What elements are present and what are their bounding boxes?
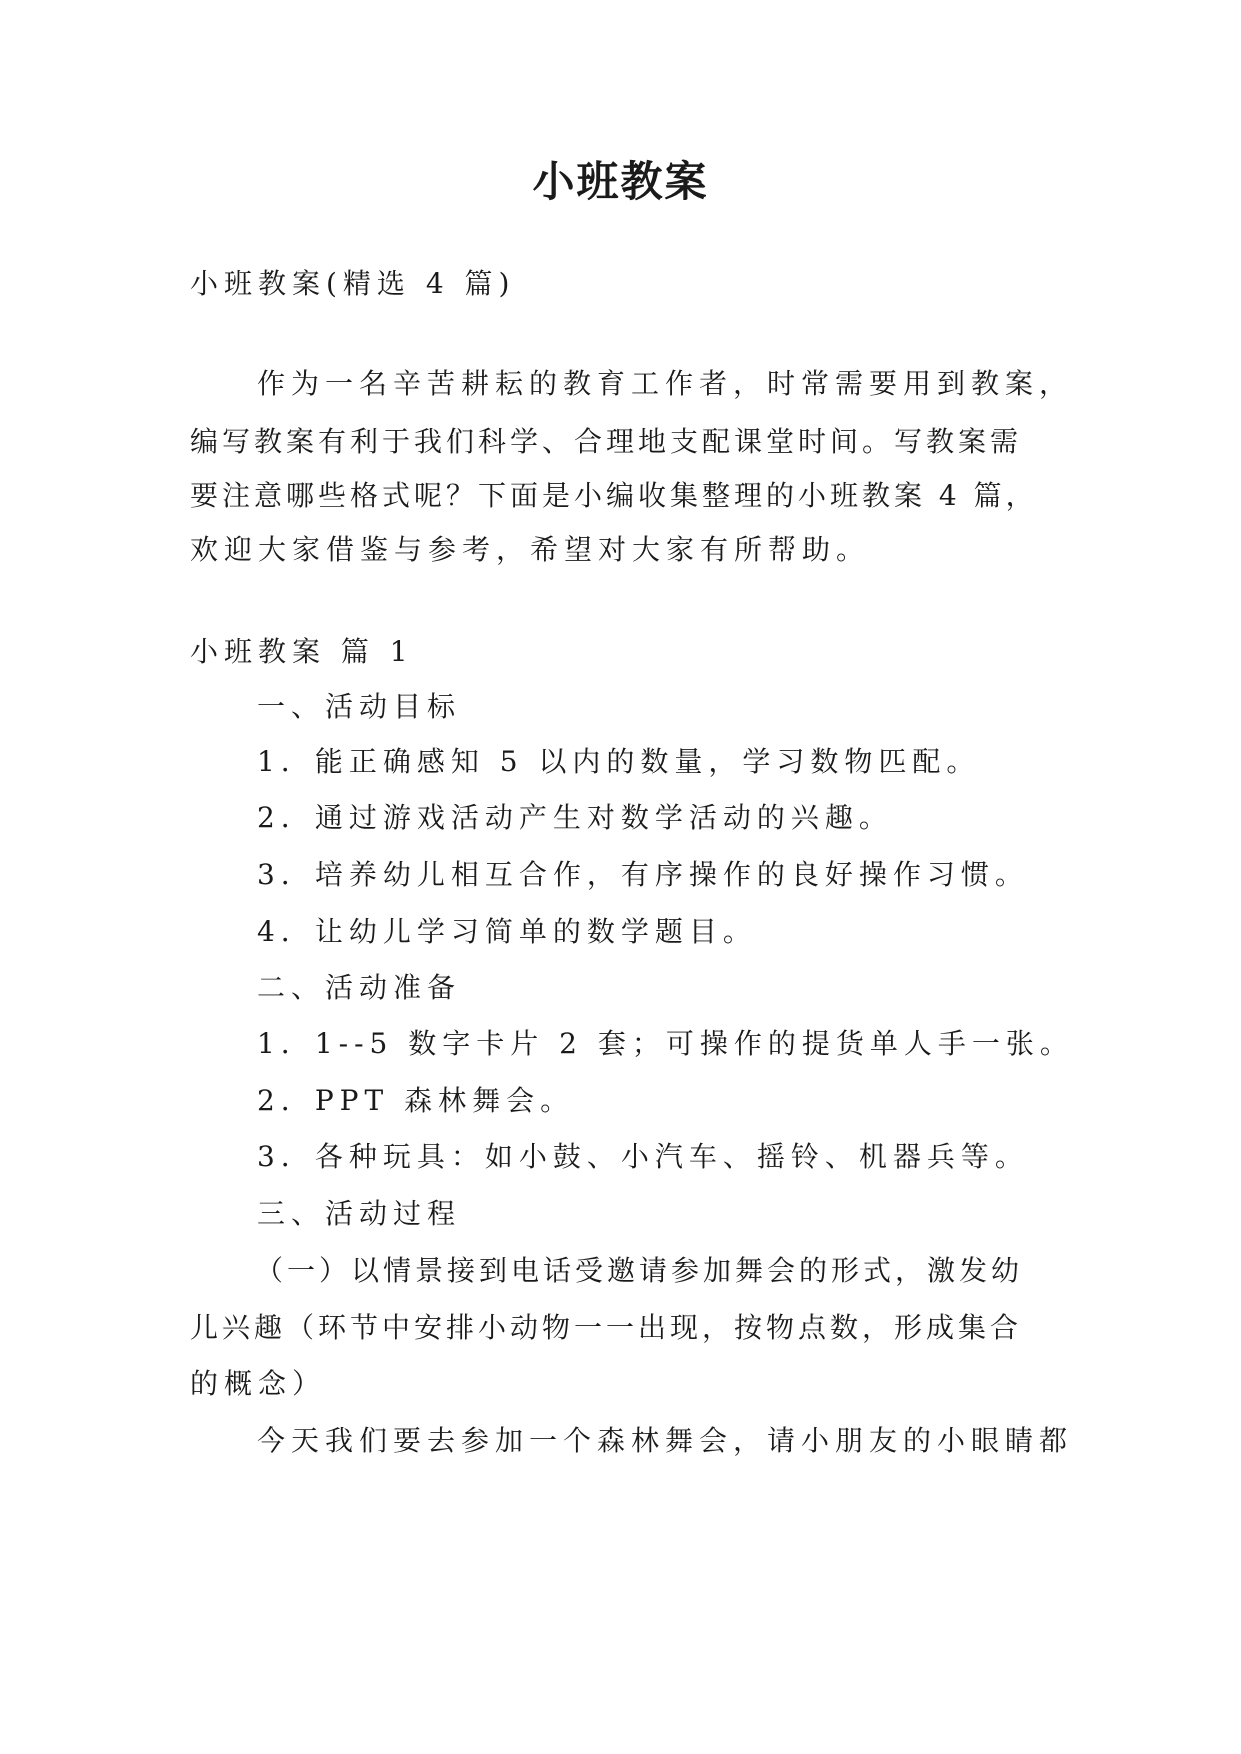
body-line-4: 3．培养幼儿相互合作，有序操作的良好操作习惯。 (257, 858, 1029, 891)
body-line-2: 1．能正确感知 5 以内的数量，学习数物匹配。 (257, 745, 981, 778)
body-line-8: 2．PPT 森林舞会。 (257, 1084, 575, 1117)
intro-line-2: 编写教案有利于我们科学、合理地支配课堂时间。写教案需 (190, 425, 1023, 458)
body-line-9: 3．各种玩具：如小鼓、小汽车、摇铃、机器兵等。 (257, 1140, 1029, 1173)
body-line-7: 1．1--5 数字卡片 2 套；可操作的提货单人手一张。 (257, 1027, 1074, 1060)
page-title: 小班教案 (532, 157, 709, 206)
intro-line-1: 作为一名辛苦耕耘的教育工作者，时常需要用到教案， (257, 367, 1074, 400)
body-line-10: 三、活动过程 (257, 1197, 462, 1230)
process-line-3: 的概念） (190, 1367, 327, 1400)
body-line-3: 2．通过游戏活动产生对数学活动的兴趣。 (257, 801, 893, 834)
process-line-2: 儿兴趣（环节中安排小动物一一出现，按物点数，形成集合 (190, 1311, 1023, 1344)
last-line: 今天我们要去参加一个森林舞会，请小朋友的小眼睛都 (257, 1424, 1074, 1457)
body-line-6: 二、活动准备 (257, 971, 462, 1004)
document-subtitle: 小班教案(精选 4 篇) (190, 267, 516, 300)
body-line-5: 4．让幼儿学习简单的数学题目。 (257, 915, 757, 948)
process-line-1: （一）以情景接到电话受邀请参加舞会的形式，激发幼 (255, 1254, 1024, 1287)
section-heading: 小班教案 篇 1 (190, 635, 414, 668)
body-line-1: 一、活动目标 (257, 690, 462, 723)
intro-line-4: 欢迎大家借鉴与参考，希望对大家有所帮助。 (190, 533, 871, 566)
intro-line-3: 要注意哪些格式呢？下面是小编收集整理的小班教案 4 篇， (190, 479, 1038, 512)
